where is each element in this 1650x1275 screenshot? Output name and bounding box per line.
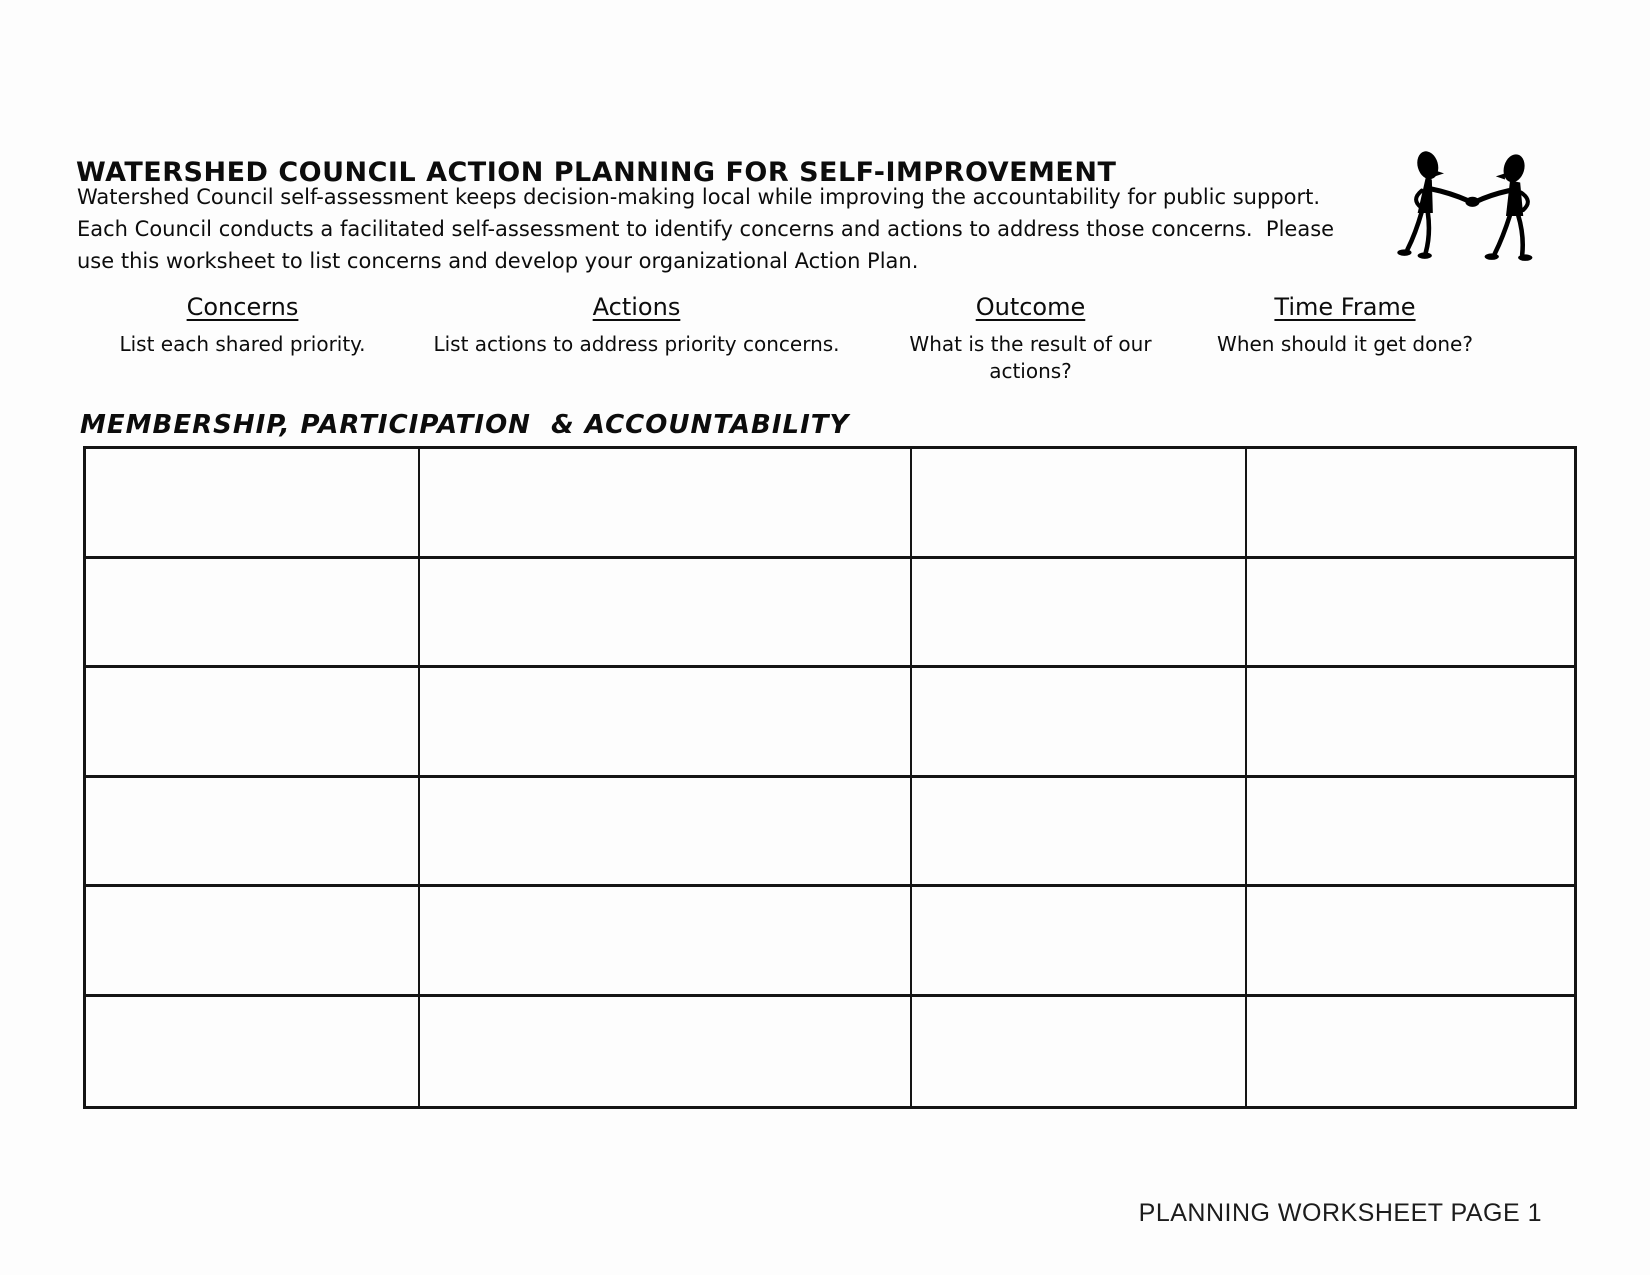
- table-cell: [420, 887, 912, 997]
- planning-table: [83, 446, 1577, 1109]
- table-cell: [1247, 559, 1574, 669]
- table-cell: [420, 997, 912, 1107]
- table-cell: [912, 449, 1247, 559]
- column-description: List actions to address priority concerns.: [433, 332, 840, 356]
- page-title: WATERSHED COUNCIL ACTION PLANNING FOR SELF-IMPROVEMENT: [76, 157, 1117, 189]
- column-description: What is the result of our actions?: [909, 332, 1152, 383]
- page-footer: PLANNING WORKSHEET PAGE 1: [1138, 1199, 1542, 1227]
- column-label: Concerns: [186, 293, 299, 321]
- column-header-outcome: [871, 293, 1190, 385]
- table-cell: [86, 449, 420, 559]
- column-label: Time Frame: [1274, 293, 1416, 321]
- table-cell: [420, 449, 912, 559]
- table-cell: [420, 559, 912, 669]
- table-cell: [912, 887, 1247, 997]
- table-cell: [912, 559, 1247, 669]
- column-label: Actions: [592, 293, 681, 321]
- table-cell: [1247, 449, 1574, 559]
- table-cell: [1247, 668, 1574, 778]
- table-cell: [912, 997, 1247, 1107]
- column-description: When should it get done?: [1217, 332, 1473, 356]
- table-cell: [86, 887, 420, 997]
- intro-line: Each Council conducts a facilitated self-assessment to identify concerns and actions to address those concerns. Please: [77, 217, 1335, 241]
- table-cell: [420, 778, 912, 888]
- table-cell: [1247, 997, 1574, 1107]
- intro-line: Watershed Council self-assessment keeps decision-making local while improving the accountability for public support.: [77, 185, 1321, 209]
- table-cell: [86, 997, 420, 1107]
- section-heading: MEMBERSHIP, PARTICIPATION & ACCOUNTABILITY: [80, 409, 850, 440]
- table-cell: [1247, 778, 1574, 888]
- column-label: Outcome: [975, 293, 1086, 321]
- table-cell: [912, 778, 1247, 888]
- table-cell: [1247, 887, 1574, 997]
- intro-paragraph: [77, 181, 1334, 277]
- table-cell: [86, 559, 420, 669]
- table-cell: [912, 668, 1247, 778]
- table-cell: [86, 668, 420, 778]
- intro-line: use this worksheet to list concerns and develop your organizational Action Plan.: [77, 249, 919, 273]
- column-header-time-frame: [1190, 293, 1500, 385]
- column-header-concerns: [83, 293, 402, 385]
- table-cell: [420, 668, 912, 778]
- table-cell: [86, 778, 420, 888]
- handshake-stick-figures-icon: [1393, 148, 1558, 280]
- column-description: List each shared priority.: [119, 332, 366, 356]
- column-headers-row: [83, 293, 1500, 385]
- column-header-actions: [402, 293, 871, 385]
